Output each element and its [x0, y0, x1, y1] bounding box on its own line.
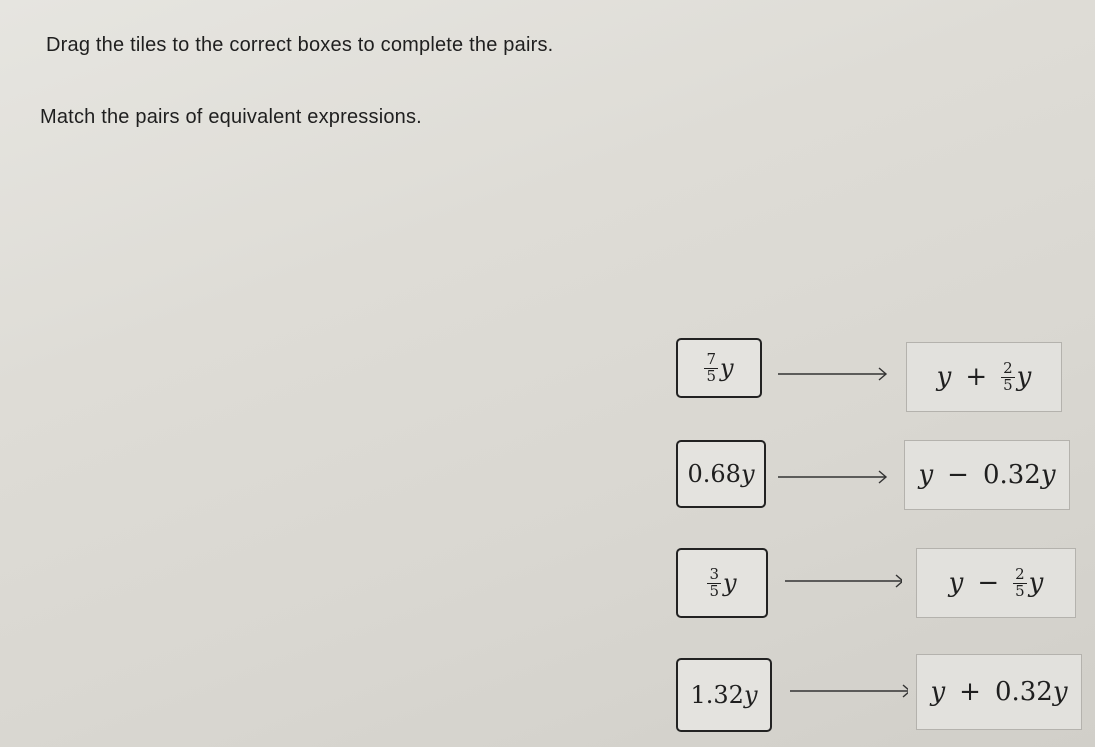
target-box-y-minus-0.32y[interactable]: [904, 440, 1070, 510]
denominator: 5: [709, 581, 719, 600]
tile-three-fifths-y[interactable]: [676, 548, 768, 618]
coefficient: 1.32: [690, 681, 744, 709]
right-arrow-icon: [780, 574, 902, 588]
operator: −: [947, 460, 969, 490]
variable: y: [1016, 362, 1032, 392]
right-arrow-icon: [778, 470, 890, 484]
numerator: 7: [706, 349, 716, 368]
numerator: 3: [709, 564, 719, 583]
tile-seven-fifths-y[interactable]: [676, 338, 762, 398]
fraction: [1013, 564, 1027, 600]
target-box-y-plus-0.32y[interactable]: [916, 654, 1082, 730]
target-box-y-plus-two-fifths-y[interactable]: [906, 342, 1062, 412]
variable: y: [1028, 568, 1044, 598]
coefficient: 0.32: [994, 677, 1053, 707]
operator: −: [977, 568, 1000, 598]
right-arrow-icon: [784, 684, 908, 698]
pair-row-1: [0, 338, 1095, 418]
lhs-variable: y: [936, 362, 952, 392]
tile-0.68y[interactable]: [676, 440, 766, 508]
variable: y: [722, 569, 737, 597]
variable: y: [1052, 677, 1068, 707]
fraction: [704, 349, 718, 385]
numerator: 2: [1003, 358, 1013, 377]
tile-1.32y[interactable]: [676, 658, 772, 732]
instruction-text: Drag the tiles to the correct boxes to complete the pairs.: [46, 34, 554, 56]
variable: y: [740, 460, 755, 488]
target-box-y-minus-two-fifths-y[interactable]: [916, 548, 1076, 618]
pair-row-2: [0, 440, 1095, 520]
coefficient: 0.68: [687, 460, 741, 488]
denominator: 5: [1015, 581, 1025, 600]
variable: y: [743, 681, 758, 709]
coefficient: 0.32: [982, 460, 1041, 490]
operator: +: [959, 677, 981, 707]
numerator: 2: [1015, 564, 1025, 583]
right-arrow-icon: [778, 367, 890, 381]
fraction: [707, 564, 721, 600]
pair-row-3: [0, 548, 1095, 628]
pair-row-4: [0, 658, 1095, 738]
denominator: 5: [1003, 375, 1013, 394]
variable: y: [1040, 460, 1056, 490]
variable: y: [719, 354, 734, 382]
lhs-variable: y: [918, 460, 934, 490]
denominator: 5: [706, 366, 716, 385]
prompt-text: Match the pairs of equivalent expressions.: [40, 106, 422, 128]
operator: +: [965, 362, 988, 392]
lhs-variable: y: [948, 568, 964, 598]
fraction: [1001, 358, 1015, 394]
lhs-variable: y: [930, 677, 946, 707]
